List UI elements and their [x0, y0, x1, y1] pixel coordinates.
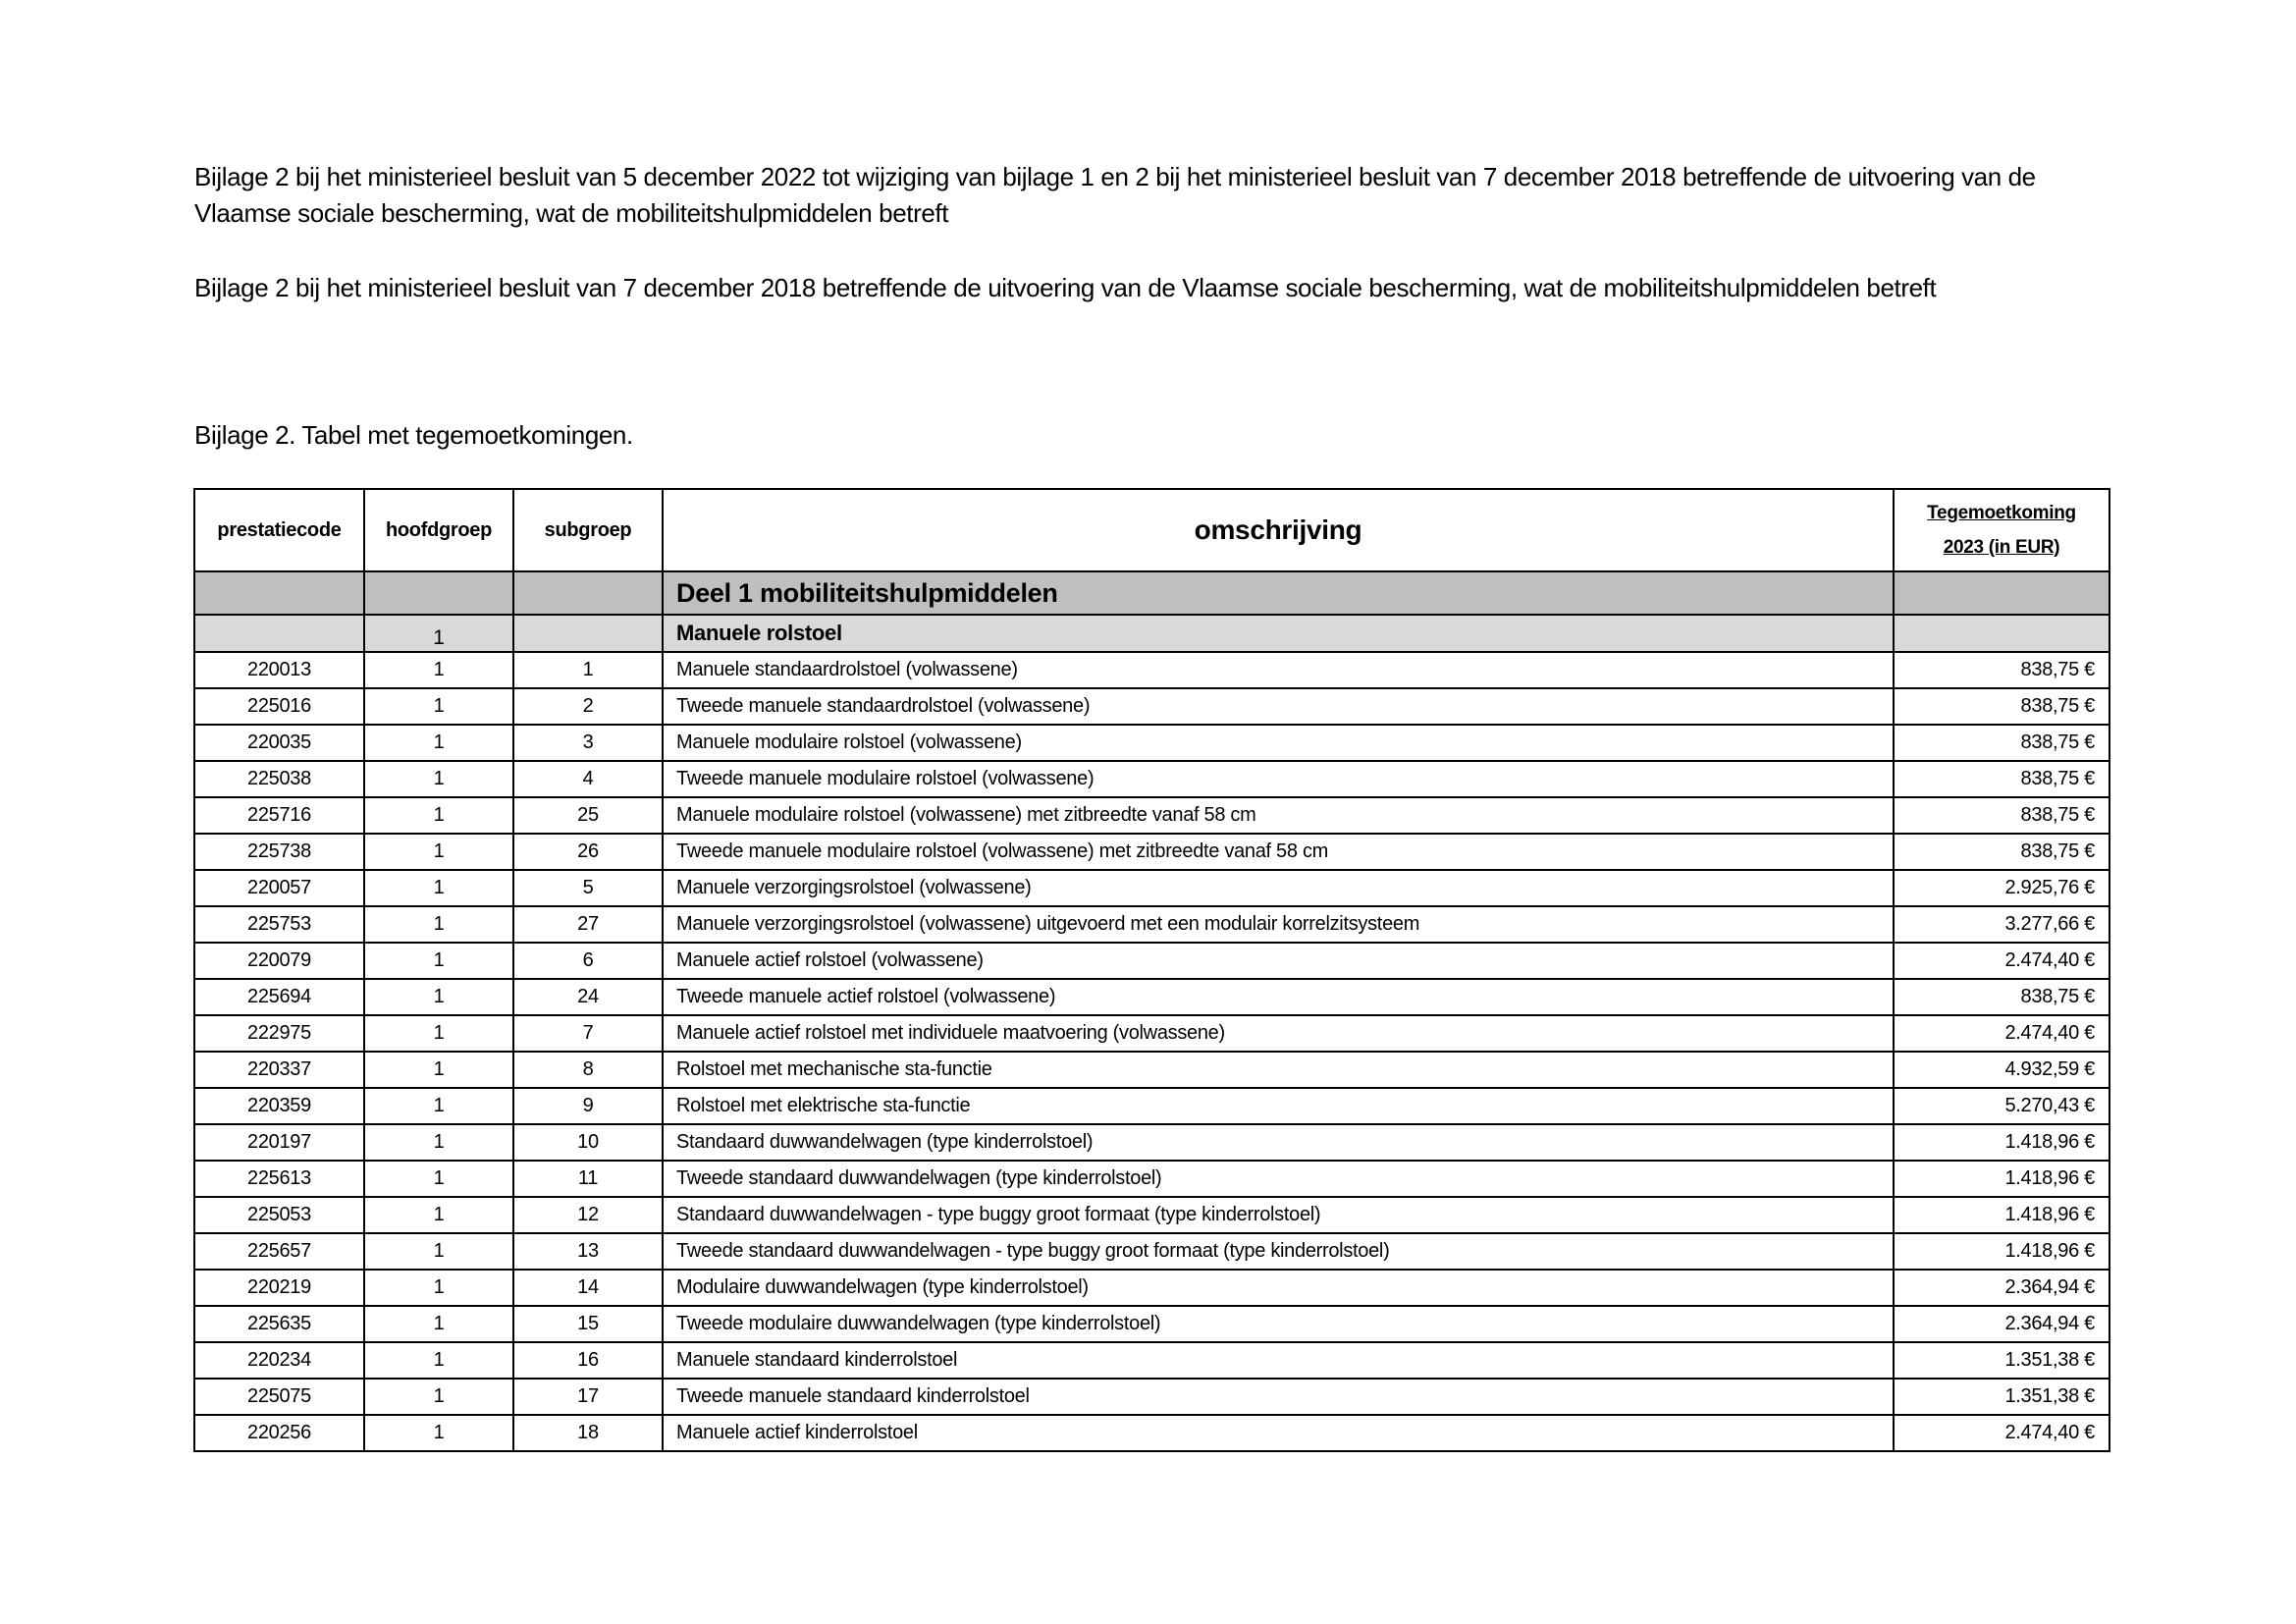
section-cell-empty [513, 571, 663, 615]
cell-tegemoetkoming: 3.277,66 € [1894, 906, 2109, 943]
cell-prestatiecode: 220079 [194, 943, 364, 979]
cell-tegemoetkoming: 1.351,38 € [1894, 1342, 2109, 1379]
cell-prestatiecode: 225053 [194, 1197, 364, 1233]
cell-omschrijving: Tweede manuele standaard kinderrolstoel [663, 1379, 1894, 1415]
cell-hoofdgroep: 1 [364, 1015, 513, 1052]
cell-hoofdgroep: 1 [364, 688, 513, 725]
cell-tegemoetkoming: 838,75 € [1894, 761, 2109, 797]
cell-prestatiecode: 225635 [194, 1306, 364, 1342]
cell-tegemoetkoming: 2.474,40 € [1894, 943, 2109, 979]
cell-prestatiecode: 225694 [194, 979, 364, 1015]
cell-hoofdgroep: 1 [364, 1342, 513, 1379]
cell-subgroep: 12 [513, 1197, 663, 1233]
table-caption: Bijlage 2. Tabel met tegemoetkomingen. [194, 420, 633, 450]
section-cell-empty [194, 571, 364, 615]
cell-tegemoetkoming: 2.364,94 € [1894, 1270, 2109, 1306]
cell-hoofdgroep: 1 [364, 1161, 513, 1197]
cell-hoofdgroep: 1 [364, 1088, 513, 1124]
table-row [194, 1379, 2109, 1415]
table-header-row [194, 489, 2109, 571]
table-row [194, 1270, 2109, 1306]
table-row [194, 725, 2109, 761]
cell-omschrijving: Manuele actief rolstoel (volwassene) [663, 943, 1894, 979]
cell-hoofdgroep: 1 [364, 1415, 513, 1451]
cell-omschrijving: Manuele actief rolstoel met individuele maatvoering (volwassene) [663, 1015, 1894, 1052]
cell-subgroep: 16 [513, 1342, 663, 1379]
cell-prestatiecode: 220057 [194, 870, 364, 906]
table-row [194, 1015, 2109, 1052]
header-prestatiecode: prestatiecode [194, 489, 364, 571]
cell-prestatiecode: 225753 [194, 906, 364, 943]
cell-subgroep: 27 [513, 906, 663, 943]
cell-hoofdgroep: 1 [364, 1270, 513, 1306]
cell-omschrijving: Tweede manuele modulaire rolstoel (volwassene) met zitbreedte vanaf 58 cm [663, 834, 1894, 870]
section-cell-empty [364, 571, 513, 615]
group-cell-empty [1894, 615, 2109, 652]
cell-tegemoetkoming: 838,75 € [1894, 652, 2109, 688]
cell-subgroep: 7 [513, 1015, 663, 1052]
cell-subgroep: 10 [513, 1124, 663, 1161]
cell-subgroep: 18 [513, 1415, 663, 1451]
cell-subgroep: 11 [513, 1161, 663, 1197]
header-tegemoetkoming-line2: 2023 (in EUR) [1943, 537, 2060, 558]
table-row [194, 1197, 2109, 1233]
cell-tegemoetkoming: 838,75 € [1894, 688, 2109, 725]
cell-tegemoetkoming: 5.270,43 € [1894, 1088, 2109, 1124]
cell-hoofdgroep: 1 [364, 943, 513, 979]
cell-omschrijving: Manuele actief kinderrolstoel [663, 1415, 1894, 1451]
cell-omschrijving: Modulaire duwwandelwagen (type kinderrolstoel) [663, 1270, 1894, 1306]
cell-omschrijving: Standaard duwwandelwagen (type kinderrolstoel) [663, 1124, 1894, 1161]
cell-prestatiecode: 220219 [194, 1270, 364, 1306]
cell-subgroep: 24 [513, 979, 663, 1015]
cell-omschrijving: Tweede manuele standaardrolstoel (volwassene) [663, 688, 1894, 725]
table-row [194, 688, 2109, 725]
cell-tegemoetkoming: 1.418,96 € [1894, 1233, 2109, 1270]
cell-prestatiecode: 225657 [194, 1233, 364, 1270]
cell-hoofdgroep: 1 [364, 1124, 513, 1161]
table-row [194, 1233, 2109, 1270]
table-row [194, 1088, 2109, 1124]
cell-prestatiecode: 220337 [194, 1052, 364, 1088]
cell-subgroep: 2 [513, 688, 663, 725]
cell-tegemoetkoming: 2.474,40 € [1894, 1415, 2109, 1451]
cell-hoofdgroep: 1 [364, 1379, 513, 1415]
cell-hoofdgroep: 1 [364, 870, 513, 906]
group-title: Manuele rolstoel [663, 615, 1894, 652]
cell-prestatiecode: 220256 [194, 1415, 364, 1451]
table-row [194, 1342, 2109, 1379]
table-row [194, 834, 2109, 870]
cell-hoofdgroep: 1 [364, 1306, 513, 1342]
intro-paragraph-amendment: Bijlage 2 bij het ministerieel besluit van 5 december 2022 tot wijziging van bijlage 1 en 2 bij het ministerieel besluit van 7 december 2018 betreffende de uitvoering van de Vlaamse sociale bescherming, wat de mobiliteitshulpmiddelen betreft [194, 162, 2036, 228]
cell-hoofdgroep: 1 [364, 979, 513, 1015]
cell-hoofdgroep: 1 [364, 797, 513, 834]
cell-prestatiecode: 220197 [194, 1124, 364, 1161]
header-tegemoetkoming-line1: Tegemoetkoming [1927, 503, 2076, 523]
tegemoetkomingen-table [193, 488, 2110, 1452]
table-row [194, 1161, 2109, 1197]
cell-prestatiecode: 225716 [194, 797, 364, 834]
cell-subgroep: 8 [513, 1052, 663, 1088]
section-row [194, 571, 2109, 615]
cell-omschrijving: Manuele standaard kinderrolstoel [663, 1342, 1894, 1379]
cell-hoofdgroep: 1 [364, 725, 513, 761]
cell-subgroep: 13 [513, 1233, 663, 1270]
section-cell-empty [1894, 571, 2109, 615]
cell-tegemoetkoming: 1.418,96 € [1894, 1161, 2109, 1197]
cell-tegemoetkoming: 1.418,96 € [1894, 1124, 2109, 1161]
table-row [194, 652, 2109, 688]
cell-prestatiecode: 225038 [194, 761, 364, 797]
cell-subgroep: 6 [513, 943, 663, 979]
header-tegemoetkoming [1894, 489, 2109, 571]
cell-hoofdgroep: 1 [364, 834, 513, 870]
cell-hoofdgroep: 1 [364, 1197, 513, 1233]
group-hoofdgroep: 1 [364, 615, 513, 652]
cell-tegemoetkoming: 1.418,96 € [1894, 1197, 2109, 1233]
cell-omschrijving: Manuele verzorgingsrolstoel (volwassene) [663, 870, 1894, 906]
cell-omschrijving: Tweede modulaire duwwandelwagen (type kinderrolstoel) [663, 1306, 1894, 1342]
cell-tegemoetkoming: 838,75 € [1894, 979, 2109, 1015]
cell-subgroep: 25 [513, 797, 663, 834]
cell-hoofdgroep: 1 [364, 1233, 513, 1270]
cell-omschrijving: Manuele verzorgingsrolstoel (volwassene) uitgevoerd met een modulair korrelzitsysteem [663, 906, 1894, 943]
table-row [194, 979, 2109, 1015]
cell-omschrijving: Manuele modulaire rolstoel (volwassene) met zitbreedte vanaf 58 cm [663, 797, 1894, 834]
cell-prestatiecode: 220359 [194, 1088, 364, 1124]
cell-omschrijving: Manuele standaardrolstoel (volwassene) [663, 652, 1894, 688]
cell-omschrijving: Standaard duwwandelwagen - type buggy groot formaat (type kinderrolstoel) [663, 1197, 1894, 1233]
cell-subgroep: 1 [513, 652, 663, 688]
group-cell-empty [513, 615, 663, 652]
cell-subgroep: 5 [513, 870, 663, 906]
table-row [194, 761, 2109, 797]
cell-subgroep: 4 [513, 761, 663, 797]
cell-prestatiecode: 220035 [194, 725, 364, 761]
cell-prestatiecode: 222975 [194, 1015, 364, 1052]
cell-omschrijving: Manuele modulaire rolstoel (volwassene) [663, 725, 1894, 761]
header-hoofdgroep: hoofdgroep [364, 489, 513, 571]
table-row [194, 797, 2109, 834]
cell-tegemoetkoming: 2.364,94 € [1894, 1306, 2109, 1342]
cell-prestatiecode: 225016 [194, 688, 364, 725]
table-row [194, 1124, 2109, 1161]
group-row [194, 615, 2109, 652]
header-subgroep: subgroep [513, 489, 663, 571]
cell-tegemoetkoming: 4.932,59 € [1894, 1052, 2109, 1088]
cell-tegemoetkoming: 2.474,40 € [1894, 1015, 2109, 1052]
cell-subgroep: 17 [513, 1379, 663, 1415]
group-cell-empty [194, 615, 364, 652]
cell-subgroep: 14 [513, 1270, 663, 1306]
cell-prestatiecode: 225738 [194, 834, 364, 870]
table-row [194, 906, 2109, 943]
cell-prestatiecode: 225075 [194, 1379, 364, 1415]
cell-tegemoetkoming: 838,75 € [1894, 834, 2109, 870]
cell-omschrijving: Rolstoel met mechanische sta-functie [663, 1052, 1894, 1088]
cell-omschrijving: Tweede manuele actief rolstoel (volwassene) [663, 979, 1894, 1015]
cell-hoofdgroep: 1 [364, 652, 513, 688]
table-row [194, 870, 2109, 906]
cell-tegemoetkoming: 2.925,76 € [1894, 870, 2109, 906]
cell-subgroep: 9 [513, 1088, 663, 1124]
cell-omschrijving: Tweede manuele modulaire rolstoel (volwassene) [663, 761, 1894, 797]
cell-tegemoetkoming: 1.351,38 € [1894, 1379, 2109, 1415]
header-omschrijving: omschrijving [663, 489, 1894, 571]
table-row [194, 1415, 2109, 1451]
table-row [194, 1052, 2109, 1088]
cell-hoofdgroep: 1 [364, 1052, 513, 1088]
cell-tegemoetkoming: 838,75 € [1894, 725, 2109, 761]
cell-prestatiecode: 220013 [194, 652, 364, 688]
cell-omschrijving: Rolstoel met elektrische sta-functie [663, 1088, 1894, 1124]
cell-subgroep: 15 [513, 1306, 663, 1342]
cell-prestatiecode: 220234 [194, 1342, 364, 1379]
cell-subgroep: 26 [513, 834, 663, 870]
intro-paragraph-annex: Bijlage 2 bij het ministerieel besluit van 7 december 2018 betreffende de uitvoering van de Vlaamse sociale bescherming, wat de mobiliteitshulpmiddelen betreft [194, 273, 1937, 302]
cell-prestatiecode: 225613 [194, 1161, 364, 1197]
cell-hoofdgroep: 1 [364, 906, 513, 943]
section-title: Deel 1 mobiliteitshulpmiddelen [663, 571, 1894, 615]
cell-omschrijving: Tweede standaard duwwandelwagen - type buggy groot formaat (type kinderrolstoel) [663, 1233, 1894, 1270]
cell-omschrijving: Tweede standaard duwwandelwagen (type kinderrolstoel) [663, 1161, 1894, 1197]
table-row [194, 943, 2109, 979]
cell-hoofdgroep: 1 [364, 761, 513, 797]
table-row [194, 1306, 2109, 1342]
cell-subgroep: 3 [513, 725, 663, 761]
cell-tegemoetkoming: 838,75 € [1894, 797, 2109, 834]
